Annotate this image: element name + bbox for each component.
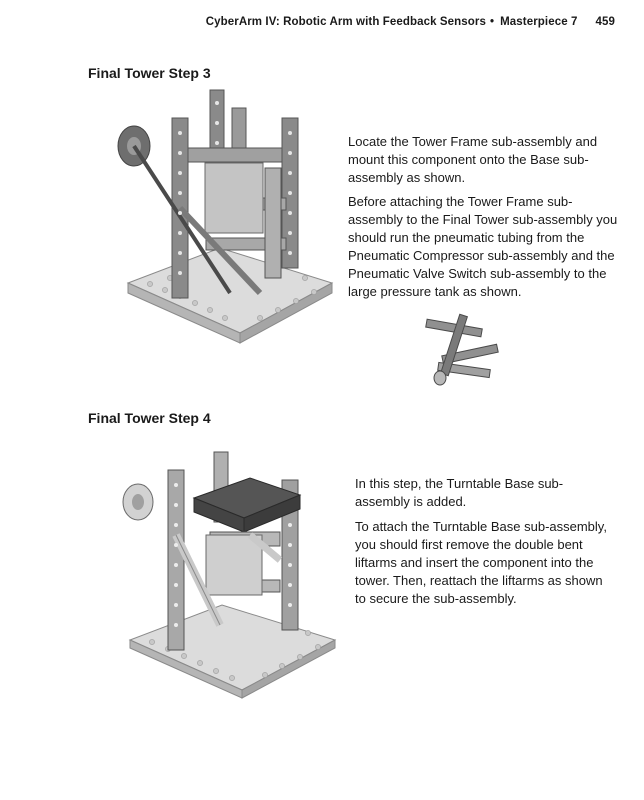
running-head: [0, 16, 615, 28]
step3-paragraph-1: Locate the Tower Frame sub-assembly and mount this component onto the Base sub-assembly as shown.: [348, 134, 598, 185]
bullet-separator: •: [489, 16, 495, 28]
step4-paragraph-1: In this step, the Turntable Base sub-assembly is added.: [355, 476, 564, 509]
step3-heading: Final Tower Step 3: [88, 65, 211, 81]
book-title: CyberArm IV: Robotic Arm with Feedback Sensors: [205, 16, 486, 28]
step3-paragraph-2: Before attaching the Tower Frame sub-assembly to the Final Tower sub-assembly you should run the pneumatic tubing from the Pneumatic Compressor sub-assembly and the Pneumatic Valve Switch sub-assembly to the large pressure tank as shown.: [348, 194, 618, 299]
tower-frame-base-illustration: [110, 88, 342, 348]
page-number: 459: [595, 16, 615, 28]
turntable-base-illustration: [110, 440, 345, 700]
step4-heading: Final Tower Step 4: [88, 410, 211, 426]
step4-paragraph-2: To attach the Turntable Base sub-assembly, you should first remove the double bent liftarms and insert the component into the tower. Then, reattach the liftarms as shown to secure the sub-assembly.: [355, 519, 607, 606]
tubing-subassembly-illustration: [420, 310, 502, 390]
section-name: Masterpiece 7: [500, 16, 578, 28]
